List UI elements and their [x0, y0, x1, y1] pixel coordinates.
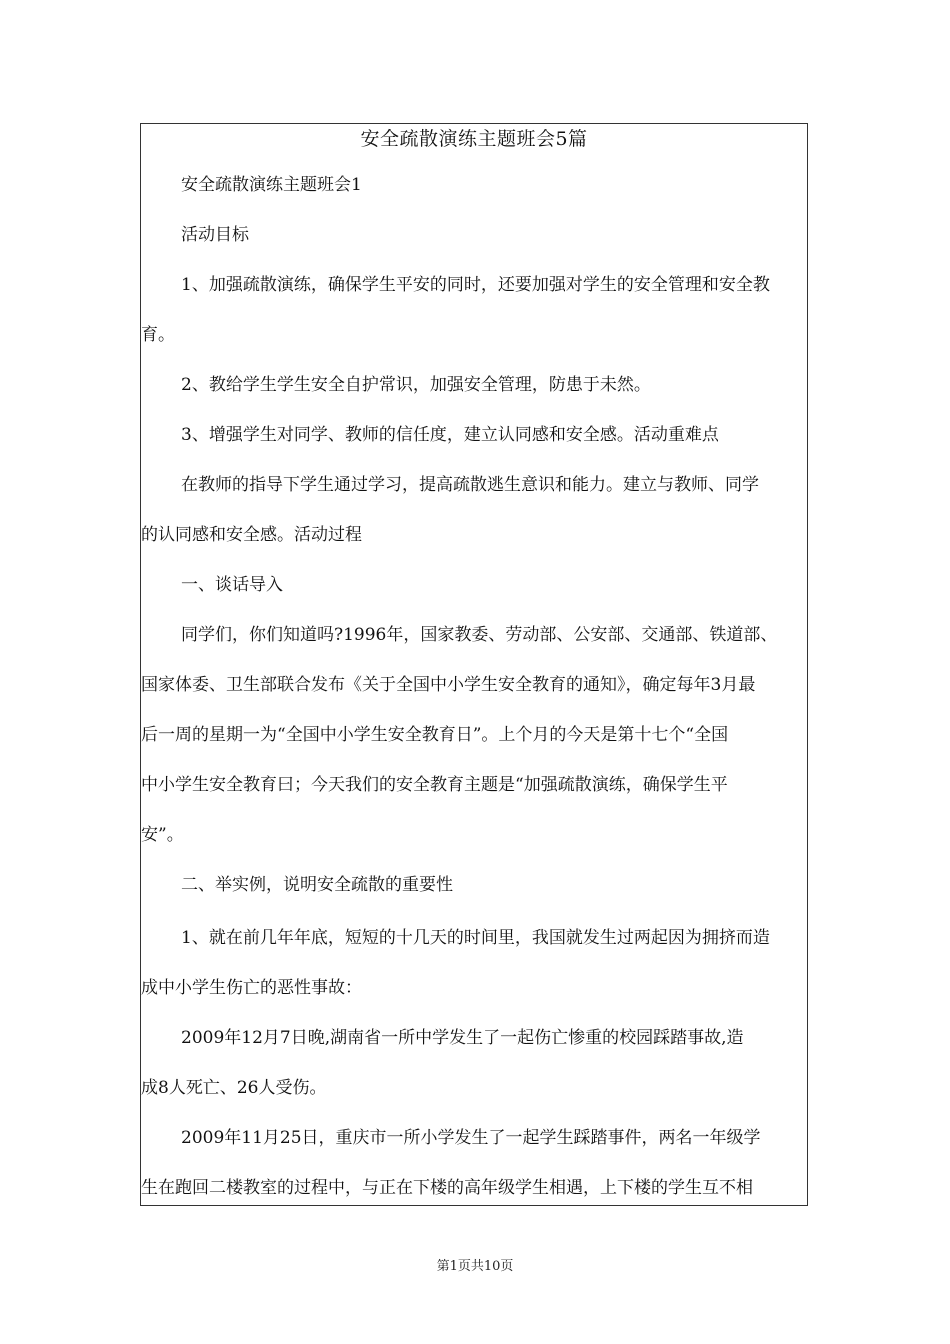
paragraph: 2009年11月25日，重庆市一所小学发生了一起学生踩踏事件，两名一年级学 [181, 1128, 761, 1148]
document-title: 安全疏散演练主题班会5篇 [360, 128, 588, 150]
paragraph-continuation: 育。 [141, 325, 175, 345]
page-number: 第1页共10页 [436, 1259, 514, 1274]
paragraph: 1、就在前几年年底，短短的十几天的时间里，我国就发生过两起因为拥挤而造 [181, 928, 770, 948]
paragraph-continuation: 后一周的星期一为“全国中小学生安全教育日”。上个月的今天是第十七个“全国 [141, 725, 729, 745]
paragraph-continuation: 国家体委、卫生部联合发布《关于全国中小学生安全教育的通知》，确定每年3月最 [141, 675, 756, 695]
paragraph: 同学们，你们知道吗?1996年，国家教委、劳动部、公安部、交通部、铁道部、 [181, 625, 778, 645]
paragraph: 安全疏散演练主题班会1 [181, 175, 362, 195]
paragraph: 1、加强疏散演练，确保学生平安的同时，还要加强对学生的安全管理和安全教 [181, 275, 770, 295]
paragraph-continuation: 的认同感和安全感。活动过程 [141, 525, 362, 545]
paragraph: 3、增强学生对同学、教师的信任度，建立认同感和安全感。活动重难点 [181, 425, 719, 445]
paragraph-continuation: 中小学生安全教育曰；今天我们的安全教育主题是“加强疏散演练，确保学生平 [141, 775, 728, 795]
paragraph: 2009年12月7日晚,湖南省一所中学发生了一起伤亡惨重的校园踩踏事故,造 [181, 1028, 744, 1048]
paragraph-continuation: 安”。 [141, 825, 184, 845]
paragraph-continuation: 成中小学生伤亡的恶性事故： [141, 978, 362, 998]
section-heading: 二、举实例，说明安全疏散的重要性 [181, 875, 453, 895]
paragraph: 活动目标 [181, 225, 249, 245]
section-heading: 一、谈话导入 [181, 575, 283, 595]
paragraph: 在教师的指导下学生通过学习，提高疏散逃生意识和能力。建立与教师、同学 [181, 475, 759, 495]
paragraph-continuation: 生在跑回二楼教室的过程中，与正在下楼的高年级学生相遇，上下楼的学生互不相 [141, 1178, 753, 1198]
paragraph: 2、教给学生学生安全自护常识，加强安全管理，防患于未然。 [181, 375, 651, 395]
paragraph-continuation: 成8人死亡、26人受伤。 [141, 1078, 327, 1098]
